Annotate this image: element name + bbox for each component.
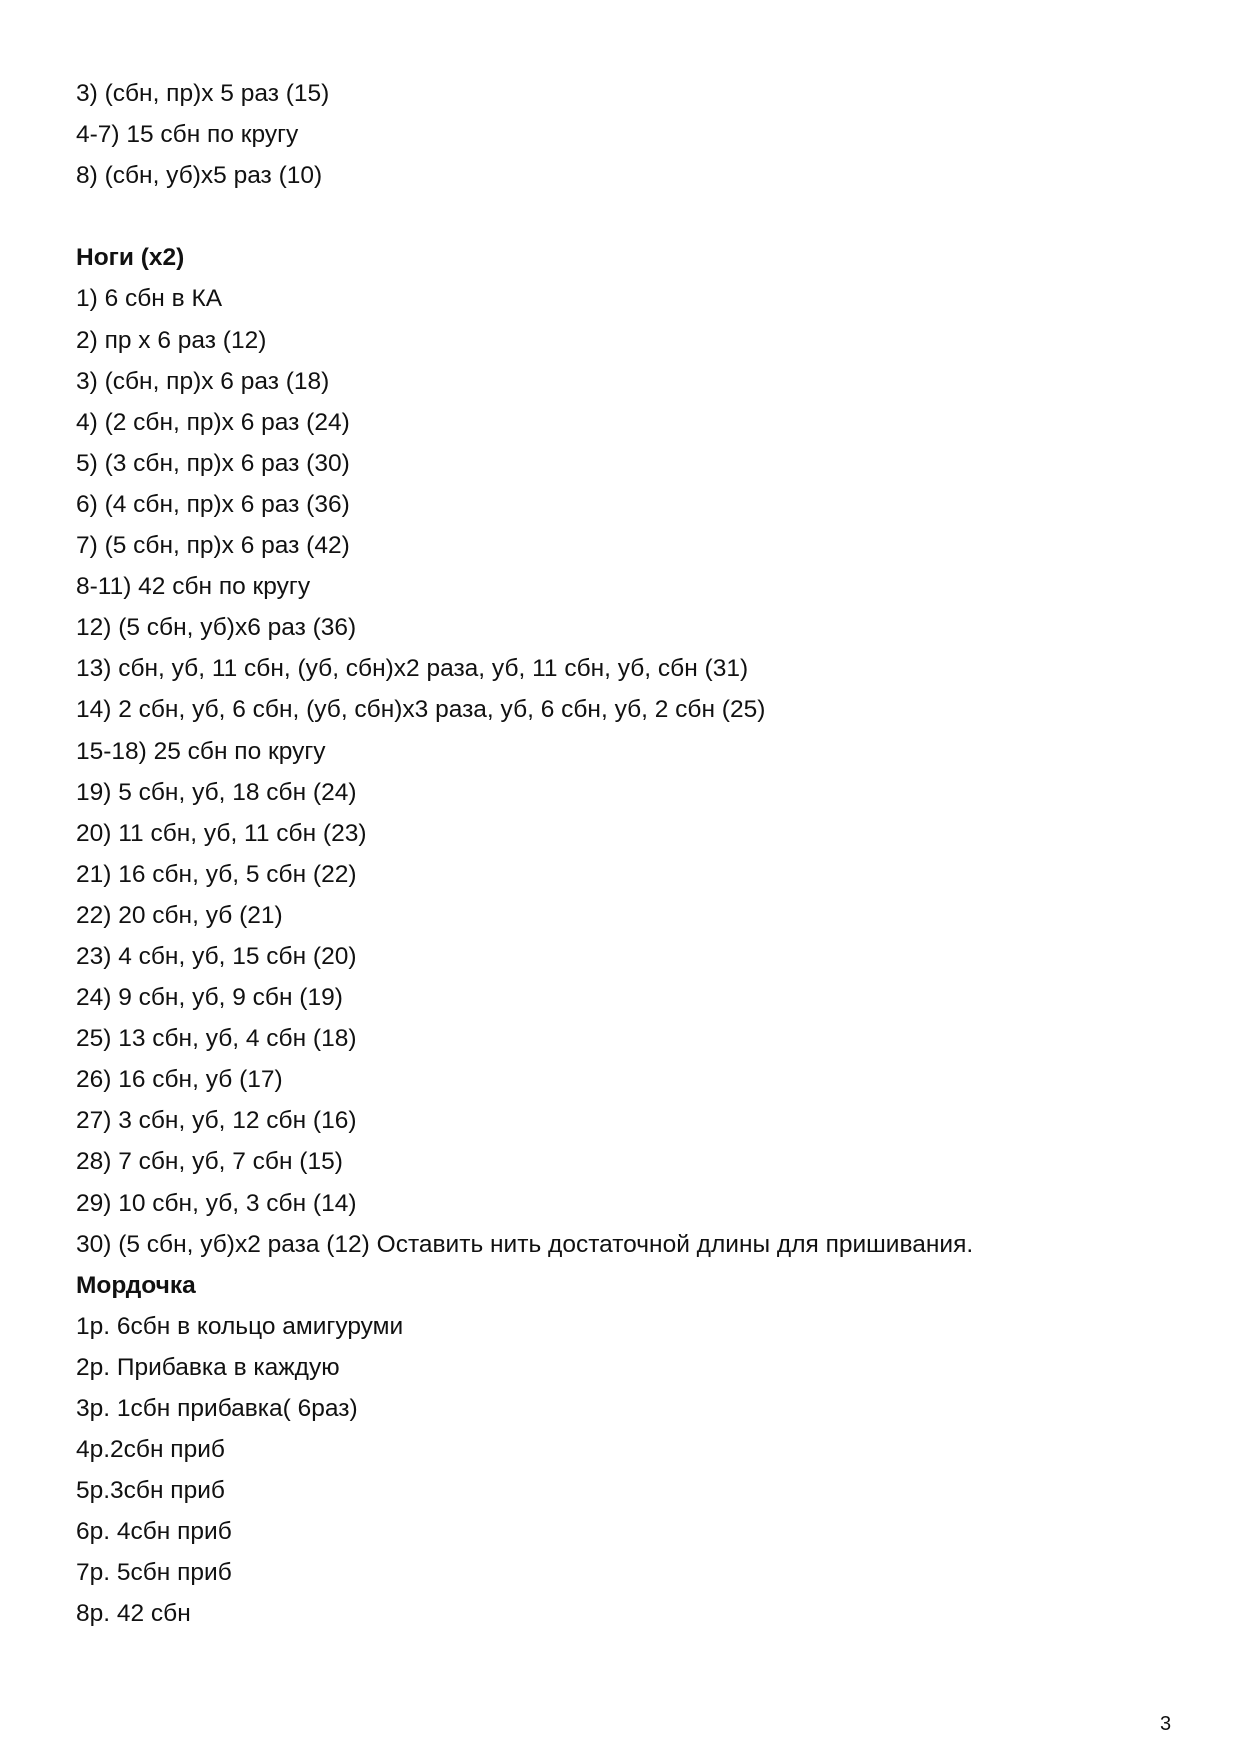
instruction-row: 24) 9 сбн, уб, 9 сбн (19) (76, 984, 343, 1012)
instruction-row: 21) 16 сбн, уб, 5 сбн (22) (76, 860, 357, 888)
instruction-row: 2р. Прибавка в каждую (76, 1353, 340, 1381)
muzzle-heading: Мордочка (76, 1271, 196, 1299)
page-number: 3 (1160, 1713, 1172, 1735)
legs-section (76, 237, 1176, 1264)
instruction-row: 22) 20 сбн, уб (21) (76, 901, 283, 929)
instruction-row: 1) 6 сбн в КА (76, 285, 223, 313)
section-spacer (76, 196, 1176, 237)
instruction-row: 4р.2сбн приб (76, 1436, 225, 1464)
instruction-row: 2) пр х 6 раз (12) (76, 326, 267, 354)
instruction-row: 30) (5 сбн, уб)х2 раза (12) Оставить нить достаточной длины для пришивания. (76, 1230, 974, 1258)
instruction-row: 5р.3сбн приб (76, 1477, 225, 1505)
instruction-row: 14) 2 сбн, уб, 6 сбн, (уб, сбн)х3 раза, уб, 6 сбн, уб, 2 сбн (25) (76, 696, 766, 724)
instruction-row: 3) (сбн, пр)х 6 раз (18) (76, 367, 330, 395)
instruction-row: 8-11) 42 сбн по кругу (76, 573, 311, 601)
instruction-row: 1р. 6сбн в кольцо амигуруми (76, 1312, 404, 1340)
instruction-row: 6) (4 сбн, пр)х 6 раз (36) (76, 490, 350, 518)
instruction-row: 19) 5 сбн, уб, 18 сбн (24) (76, 778, 357, 806)
instruction-row: 13) сбн, уб, 11 сбн, (уб, сбн)х2 раза, уб, 11 сбн, уб, сбн (31) (76, 655, 749, 683)
page-content (76, 73, 1176, 1635)
intro-rows (76, 73, 1176, 196)
instruction-row: 27) 3 сбн, уб, 12 сбн (16) (76, 1107, 357, 1135)
instruction-row: 25) 13 сбн, уб, 4 сбн (18) (76, 1025, 357, 1053)
instruction-row: 8р. 42 сбн (76, 1600, 191, 1628)
instruction-row: 20) 11 сбн, уб, 11 сбн (23) (76, 819, 367, 847)
instruction-row: 23) 4 сбн, уб, 15 сбн (20) (76, 942, 357, 970)
instruction-row: 5) (3 сбн, пр)х 6 раз (30) (76, 449, 350, 477)
instruction-row: 6р. 4сбн приб (76, 1518, 232, 1546)
instruction-row: 4) (2 сбн, пр)х 6 раз (24) (76, 408, 350, 436)
instruction-row: 29) 10 сбн, уб, 3 сбн (14) (76, 1189, 357, 1217)
instruction-row: 4-7) 15 сбн по кругу (76, 121, 299, 149)
instruction-row: 3) (сбн, пр)х 5 раз (15) (76, 80, 330, 107)
instruction-row: 8) (сбн, уб)х5 раз (10) (76, 162, 323, 190)
instruction-row: 3р. 1сбн прибавка( 6раз) (76, 1395, 358, 1422)
instruction-row: 26) 16 сбн, уб (17) (76, 1066, 283, 1094)
legs-heading: Ноги (х2) (76, 244, 185, 272)
muzzle-section (76, 1265, 1176, 1635)
instruction-row: 28) 7 сбн, уб, 7 сбн (15) (76, 1148, 343, 1176)
instruction-row: 7) (5 сбн, пр)х 6 раз (42) (76, 532, 350, 560)
instruction-row: 15-18) 25 сбн по кругу (76, 737, 326, 765)
instruction-row: 12) (5 сбн, уб)х6 раз (36) (76, 614, 357, 642)
instruction-row: 7р. 5сбн приб (76, 1559, 232, 1587)
